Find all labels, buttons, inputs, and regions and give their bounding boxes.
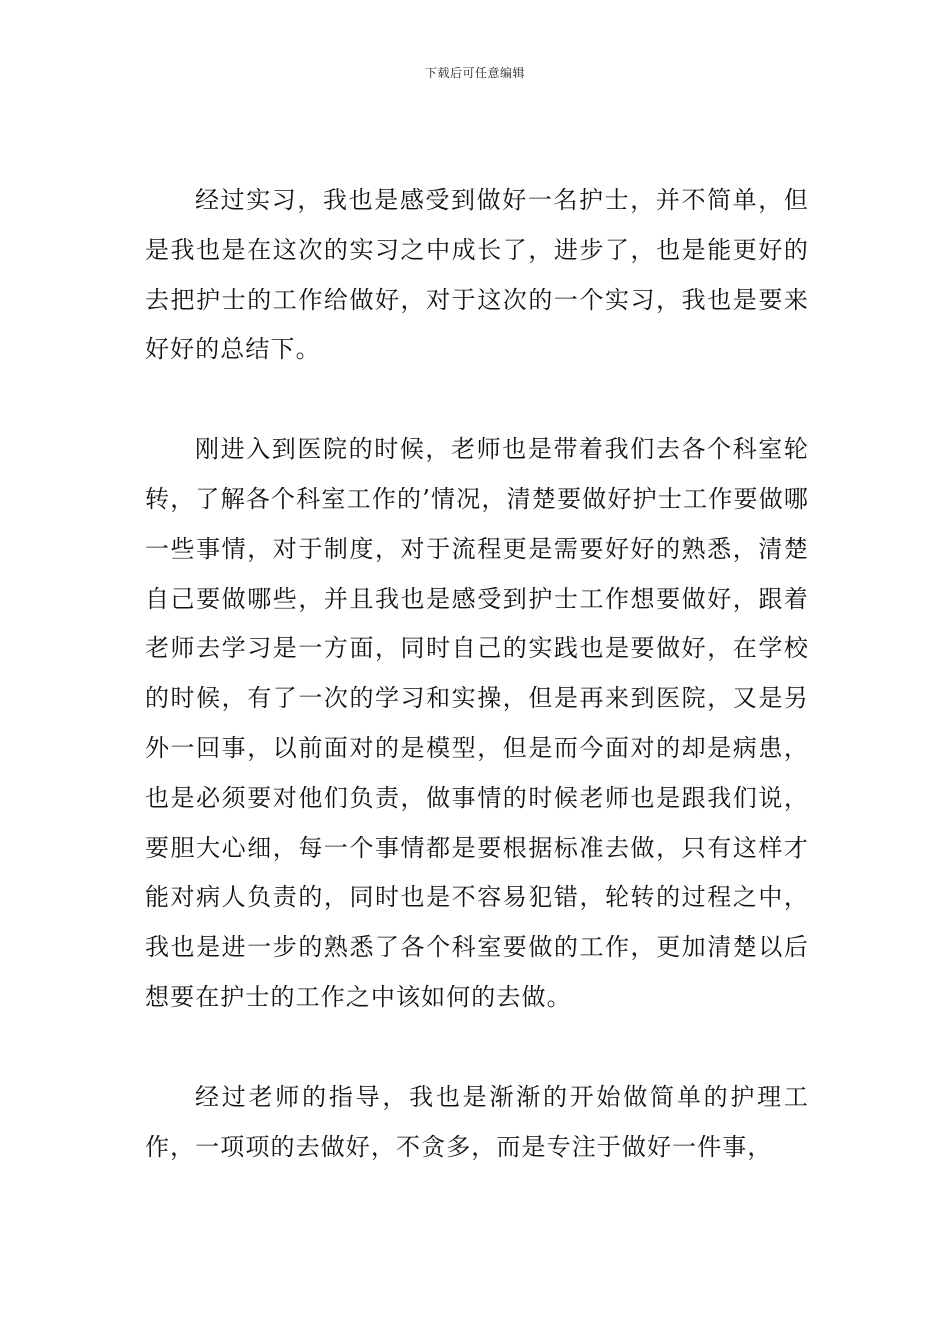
paragraph-1: 经过实习，我也是感受到做好一名护士，并不简单，但是我也是在这次的实习之中成长了，进步了，也是能更好的去把护士的工作给做好，对于这次的一个实习，我也是要来好好的总结下。 (145, 186, 809, 364)
page-header-note: 下载后可任意编辑 (424, 66, 525, 80)
paragraph-2: 刚进入到医院的时候，老师也是带着我们去各个科室轮转，了解各个科室工作的’情况，清楚要做好护士工作要做哪一些事情，对于制度，对于流程更是需要好好的熟悉，清楚自己要做哪些，并且我也是感受到护士工作想要做好，跟着老师去学习是一方面，同时自己的实践也是要做好，在学校的时候，有了一次的学习和实操，但是再来到医院，又是另外一回事，以前面对的是模型，但是而今面对的却是病患，也是必须要对他们负责，做事情的时候老师也是跟我们说，要胆大心细，每一个事情都是要根据标准去做，只有这样才能对病人负责的，同时也是不容易犯错，轮转的过程之中，我也是进一步的熟悉了各个科室要做的工作，更加清楚以后想要在护士的工作之中该如何的去做。 (145, 435, 809, 1011)
document-body (145, 176, 809, 1222)
paragraph-3: 经过老师的指导，我也是渐渐的开始做简单的护理工作，一项项的去做好，不贪多，而是专注于做好一件事， (145, 1082, 809, 1161)
